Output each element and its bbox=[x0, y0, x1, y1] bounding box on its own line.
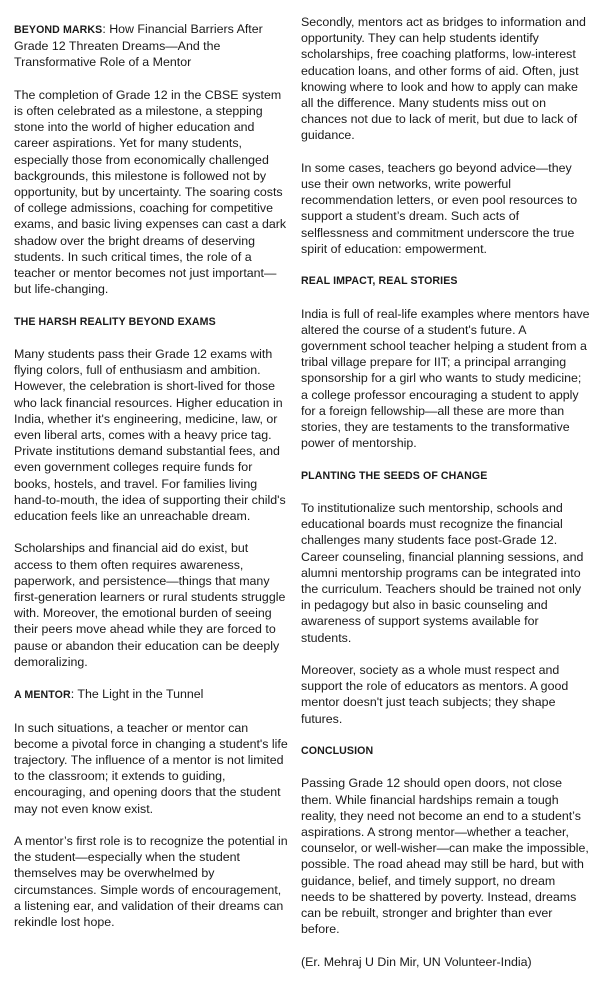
section-heading-harsh-reality: THE HARSH REALITY BEYOND EXAMS bbox=[14, 315, 216, 328]
paragraph: A mentor’s first role is to recognize the potential in the student—especially when the student themselves may be overwhelmed by circumstances. Simple words of encouragement, a listening ear, and validation of their dreams can rekindle lost hope. bbox=[14, 834, 288, 930]
paragraph: Passing Grade 12 should open doors, not close them. While financial hardships remain a tough reality, they need not become an end to a student’s aspirations. A strong mentor—whether a teacher, counselor, or well-wisher—can make the impossible, possible. The road ahead may still be hard, but with guidance, belief, and timely support, no dream needs to be shattered by poverty. Instead, dreams can be rebuilt, stronger and brighter than ever before. bbox=[301, 776, 589, 937]
section-heading-conclusion: CONCLUSION bbox=[301, 745, 374, 758]
paragraph: To institutionalize such mentorship, schools and educational boards must recognize the financial challenges many students face post-Grade 12. Career counseling, financial planning sessions, and alumni mentorship programs can be integrated into the curriculum. Teachers should be trained not only in pedagogy but also in basic counseling and awareness of support systems available for students. bbox=[301, 501, 584, 645]
article-title bbox=[14, 21, 288, 71]
paragraph: Many students pass their Grade 12 exams with flying colors, full of enthusiasm and ambition. However, the celebration is short-lived for those who lack financial resources. Higher education in India, whether it's engineering, medicine, law, or even liberal arts, comes with a heavy price tag. Private institutions demand substantial fees, and even government colleges require funds for books, hostels, and travel. For families living hand-to-mouth, the idea of supporting their child's education feels like an unreachable dream. bbox=[14, 347, 286, 524]
paragraph: Moreover, society as a whole must respect and support the role of educators as mentors. A good mentor doesn't just teach subjects; they shape futures. bbox=[301, 663, 569, 726]
paragraph: In such situations, a teacher or mentor can become a pivotal force in changing a student's life trajectory. The influence of a mentor is not limited to the classroom; it extends to guiding, encouraging, and opening doors that the student may not even know exist. bbox=[14, 720, 288, 816]
title-bold: BEYOND MARKS bbox=[14, 24, 103, 36]
heading-rest: : The Light in the Tunnel bbox=[70, 687, 204, 702]
heading-part-b: REAL STORIES bbox=[378, 275, 458, 288]
right-column bbox=[301, 14, 590, 986]
paragraph: In some cases, teachers go beyond advice—they use their own networks, write powerful recommendation letters, or even pool resources to support a student’s dream. Such acts of selflessness and commitment underscore the true spirit of education: empowerment. bbox=[301, 160, 578, 256]
heading-bold: A MENTOR bbox=[14, 689, 71, 702]
author-credit: (Er. Mehraj U Din Mir, UN Volunteer-India) bbox=[301, 954, 532, 969]
section-heading-mentor bbox=[14, 686, 288, 703]
left-column bbox=[14, 21, 288, 946]
section-heading-planting-seeds: PLANTING THE SEEDS OF CHANGE bbox=[301, 469, 488, 482]
paragraph: Secondly, mentors act as bridges to information and opportunity. They can help students identify scholarships, free coaching platforms, low-interest education loans, and other forms of aid. Often, just knowing where to look and how to apply can make all the difference. Many students miss out on chances not due to lack of merit, but due to lack of guidance. bbox=[301, 15, 586, 143]
intro-paragraph: The completion of Grade 12 in the CBSE system is often celebrated as a milestone, a stepping stone into the world of higher education and career aspirations. Yet for many students, especially those from economically challenged backgrounds, this milestone is followed not by opportunity, but by uncertainty. The soaring costs of college admissions, coaching for competitive exams, and basic living expenses can cast a dark shadow over the bright dreams of deserving students. In such critical times, the role of a teacher or mentor becomes not just important—but life-changing. bbox=[14, 87, 287, 297]
paragraph: India is full of real-life examples where mentors have altered the course of a student's future. A government school teacher helping a student from a tribal village prepare for IIT; a principal arranging sponsorship for a girl who wants to study medicine; a college professor encouraging a student to apply for a foreign fellowship—all these are more than stories, they are testaments to the transformative power of mentorship. bbox=[301, 306, 590, 451]
paragraph: Scholarships and financial aid do exist, but access to them often requires awareness, paperwork, and persistence—things that many first-generation learners or rural students struggle with. Moreover, the emotional burden of seeing their peers move ahead while they are forced to pause or abandon their education can be deeply demoralizing. bbox=[14, 541, 286, 669]
title-rest: : How Financial Barriers After Grade 12 Threaten Dreams—And the Transformative Role of a Mentor bbox=[14, 22, 263, 70]
heading-part-a: REAL IMPACT bbox=[301, 275, 373, 288]
section-heading-real-impact: REAL IMPACT, REAL STORIES bbox=[301, 275, 458, 288]
